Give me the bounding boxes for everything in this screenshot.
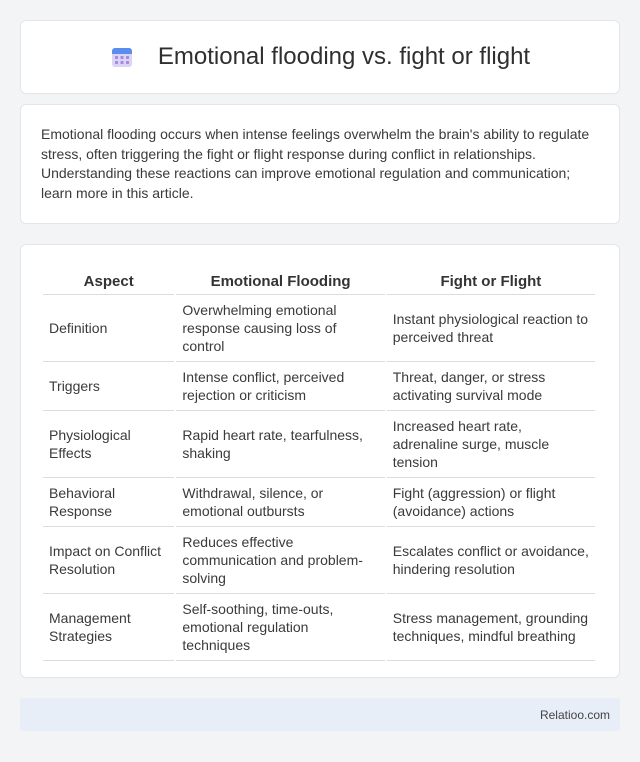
comparison-table-card (20, 244, 620, 678)
table-cell-aspect: Behavioral Response (43, 478, 174, 527)
table-cell-fight-flight: Stress management, grounding techniques, mindful breathing (387, 594, 595, 661)
comparison-table (41, 265, 597, 661)
title-card (20, 20, 620, 94)
intro-card (20, 104, 620, 224)
calendar-icon (110, 45, 134, 69)
table-cell-aspect: Definition (43, 295, 174, 362)
intro-paragraph: Emotional flooding occurs when intense feelings overwhelm the brain's ability to regulate stress, often triggering the fight or flight response during conflict in relationships. Understanding these reactions can improve emotional regulation and communication; learn more in this article. (41, 126, 590, 201)
table-row (43, 362, 595, 411)
table-cell-flooding: Withdrawal, silence, or emotional outbursts (176, 478, 384, 527)
table-cell-flooding: Overwhelming emotional response causing loss of control (176, 295, 384, 362)
table-cell-aspect: Triggers (43, 362, 174, 411)
table-row (43, 478, 595, 527)
table-cell-fight-flight: Fight (aggression) or flight (avoidance) actions (387, 478, 595, 527)
column-header: Fight or Flight (387, 265, 595, 295)
table-cell-flooding: Reduces effective communication and problem-solving (176, 527, 384, 594)
table-cell-aspect: Management Strategies (43, 594, 174, 661)
table-row (43, 295, 595, 362)
table-cell-flooding: Rapid heart rate, tearfulness, shaking (176, 411, 384, 478)
table-cell-aspect: Impact on Conflict Resolution (43, 527, 174, 594)
page-title: Emotional flooding vs. fight or flight (157, 43, 531, 70)
table-cell-flooding: Self-soothing, time-outs, emotional regulation techniques (176, 594, 384, 661)
table-header-row (43, 265, 595, 295)
table-cell-fight-flight: Instant physiological reaction to perceived threat (387, 295, 595, 362)
footer-bar (20, 698, 620, 731)
table-row (43, 527, 595, 594)
footer-site-name: Relatioo.com (539, 707, 610, 722)
table-cell-fight-flight: Threat, danger, or stress activating survival mode (387, 362, 595, 411)
table-row (43, 594, 595, 661)
column-header: Aspect (43, 265, 174, 295)
table-cell-fight-flight: Escalates conflict or avoidance, hindering resolution (387, 527, 595, 594)
column-header: Emotional Flooding (176, 265, 384, 295)
table-cell-fight-flight: Increased heart rate, adrenaline surge, muscle tension (387, 411, 595, 478)
table-row (43, 411, 595, 478)
table-cell-aspect: Physiological Effects (43, 411, 174, 478)
table-cell-flooding: Intense conflict, perceived rejection or criticism (176, 362, 384, 411)
